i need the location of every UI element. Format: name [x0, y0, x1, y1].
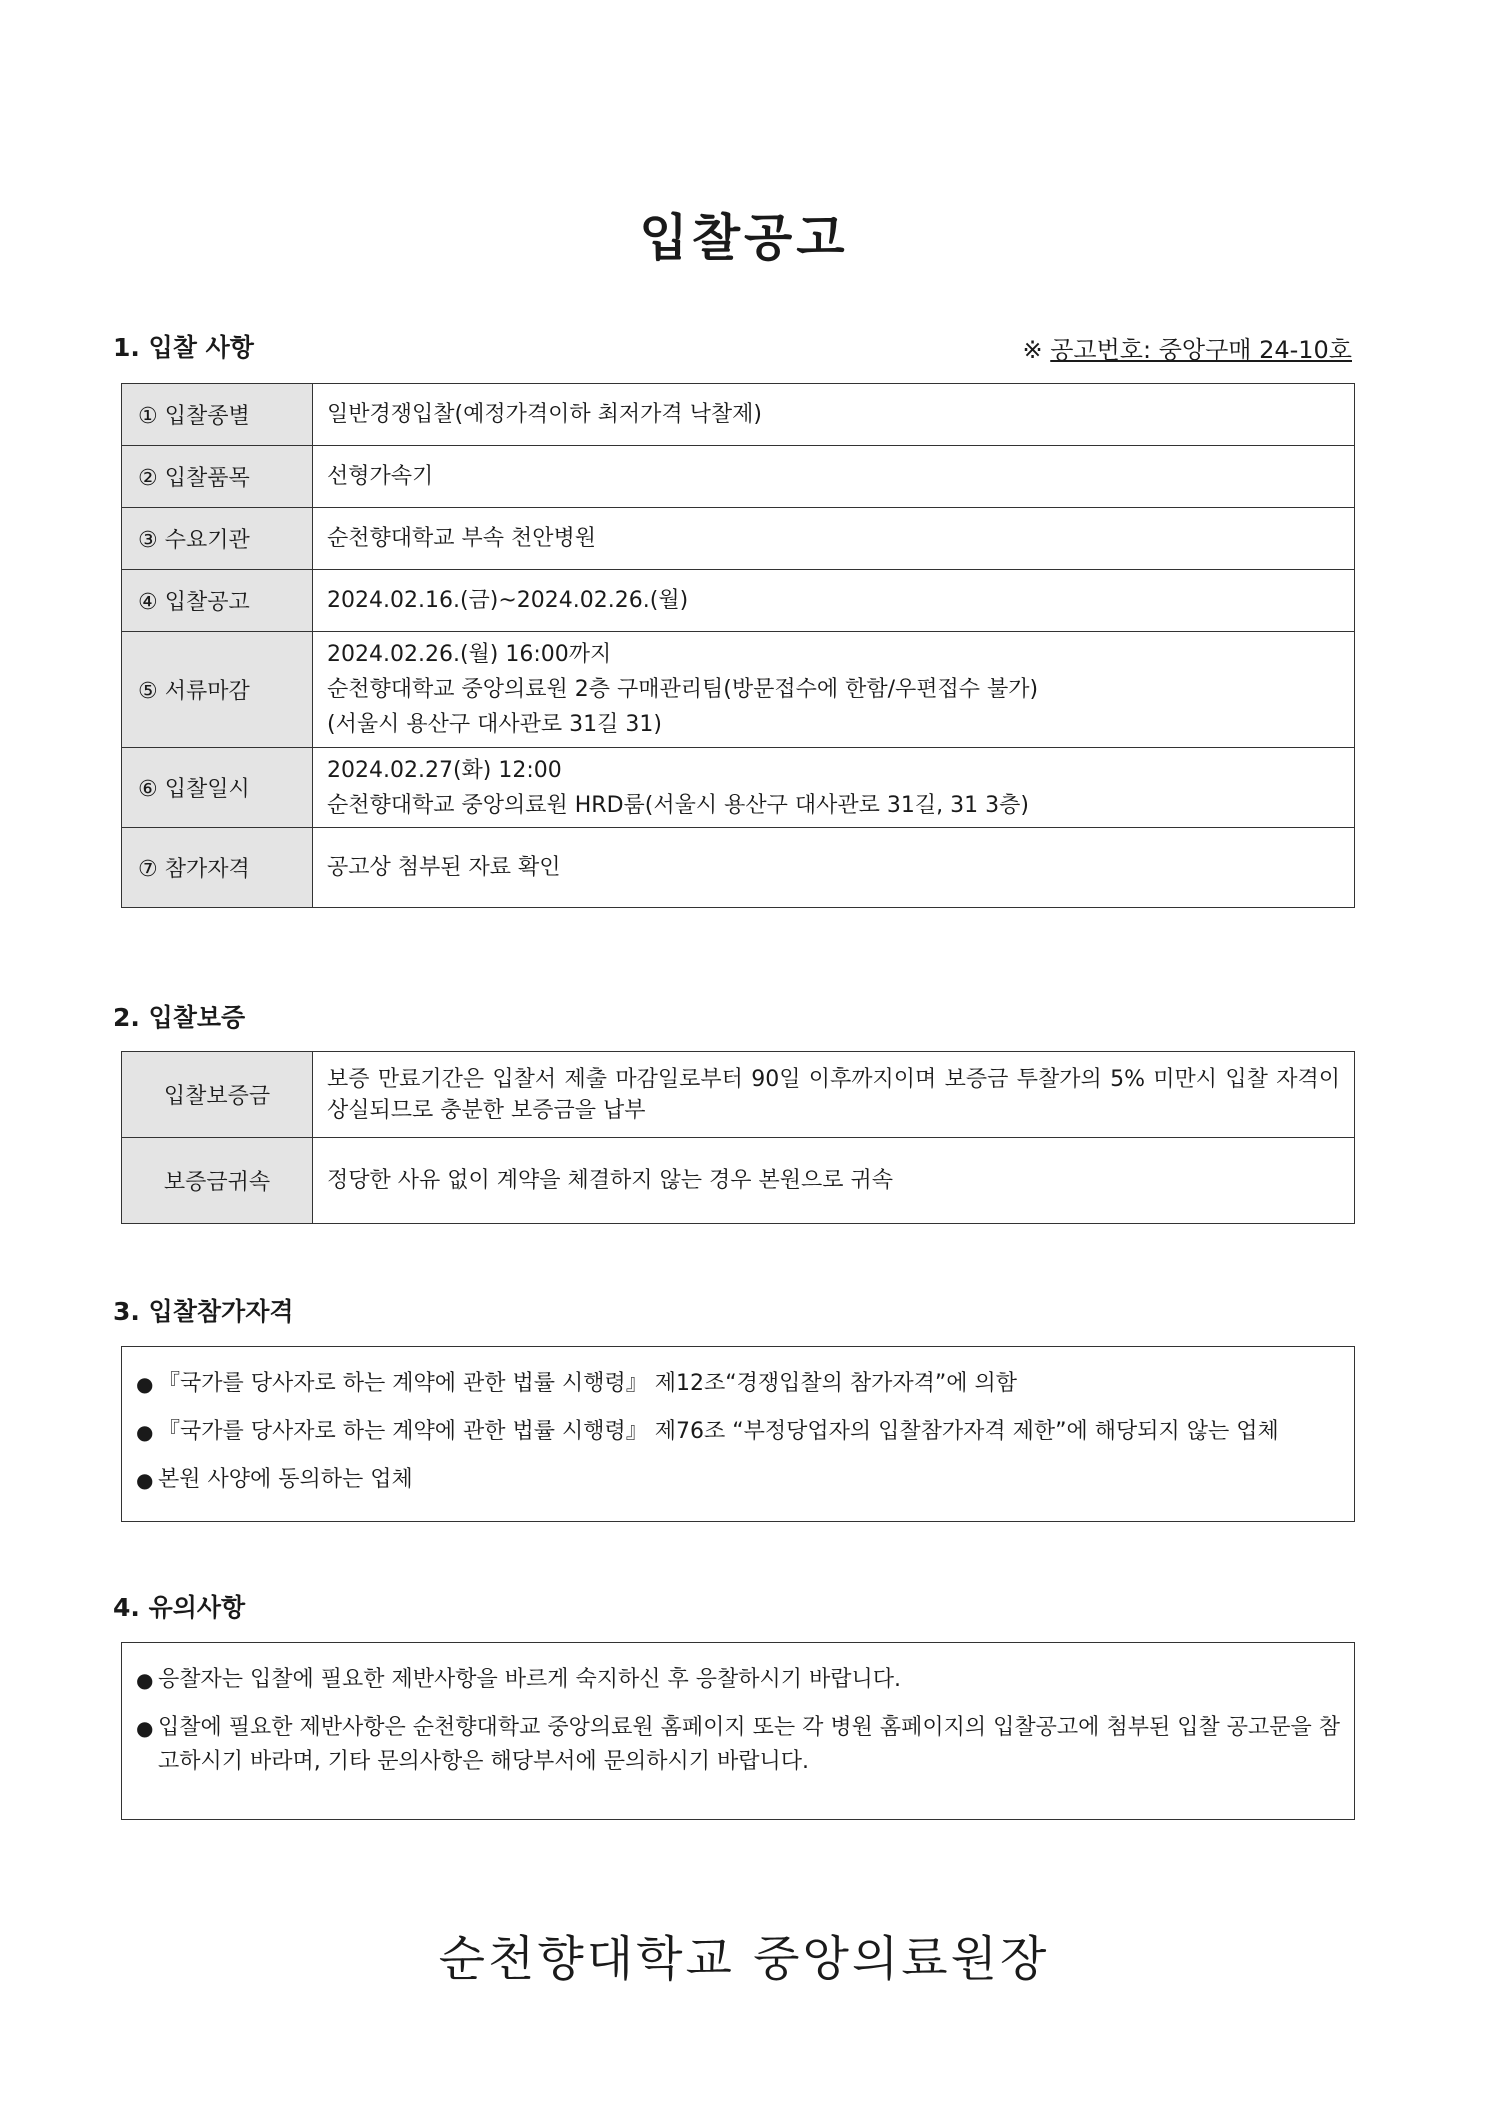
value-line: 일반경쟁입찰(예정가격이하 최저가격 낙찰제)	[327, 402, 762, 427]
row-value	[313, 828, 1355, 908]
row-label: 입찰보증금	[122, 1052, 313, 1138]
bullet-icon: ●	[136, 1468, 154, 1492]
list-item-text: 『국가를 당사자로 하는 계약에 관한 법률 시행령』 제76조 “부정당업자의 입찰참가자격 제한”에 해당되지 않는 업체	[158, 1419, 1279, 1444]
row-value: 정당한 사유 없이 계약을 체결하지 않는 경우 본원으로 귀속	[313, 1138, 1355, 1224]
row-label: ④ 입찰공고	[122, 570, 313, 632]
bullet-icon: ●	[136, 1668, 154, 1692]
list-item-text: 입찰에 필요한 제반사항은 순천향대학교 중앙의료원 홈페이지 또는 각 병원 홈페이지의 입찰공고에 첨부된 입찰 공고문을 참고하시기 바라며, 기타 문의사항은 해당부서에 문의하시기 바랍니다.	[158, 1715, 1340, 1774]
row-label: ⑥ 입찰일시	[122, 748, 313, 828]
notice-mark: ※	[1022, 336, 1051, 364]
row-label: ⑦ 참가자격	[122, 828, 313, 908]
bid-details-table	[121, 383, 1355, 908]
table-row	[122, 828, 1355, 908]
table-row	[122, 748, 1355, 828]
list-item	[136, 1711, 1340, 1779]
value-line: (서울시 용산구 대사관로 31길 31)	[327, 712, 662, 737]
list-item	[136, 1367, 1340, 1401]
row-label: 보증금귀속	[122, 1138, 313, 1224]
table-row	[122, 570, 1355, 632]
section-heading-eligibility: 3. 입찰참가자격	[113, 1297, 294, 1326]
value-line: 순천향대학교 중앙의료원 2층 구매관리팀(방문접수에 한함/우편접수 불가)	[327, 677, 1039, 702]
value-line: 2024.02.26.(월) 16:00까지	[327, 642, 612, 667]
bullet-icon: ●	[136, 1372, 154, 1396]
row-value	[313, 570, 1355, 632]
row-value	[313, 748, 1355, 828]
row-value: 보증 만료기간은 입찰서 제출 마감일로부터 90일 이후까지이며 보증금 투찰가의 5% 미만시 입찰 자격이 상실되므로 충분한 보증금을 납부	[313, 1052, 1355, 1138]
list-item	[136, 1463, 1340, 1497]
bullet-icon: ●	[136, 1716, 154, 1740]
page-title: 입찰공고	[639, 209, 849, 267]
table-row	[122, 1052, 1355, 1138]
list-item-text: 본원 사양에 동의하는 업체	[158, 1467, 413, 1492]
value-line: 2024.02.16.(금)~2024.02.26.(월)	[327, 588, 689, 613]
notice-number	[1023, 330, 1353, 365]
row-label: ② 입찰품목	[122, 446, 313, 508]
value-line: 순천향대학교 부속 천안병원	[327, 526, 597, 551]
section-heading-precautions: 4. 유의사항	[113, 1593, 246, 1622]
row-label: ⑤ 서류마감	[122, 632, 313, 748]
value-line: 선형가속기	[327, 464, 434, 489]
table-row	[122, 446, 1355, 508]
notice-number-text: 공고번호: 중앙구매 24-10호	[1050, 336, 1352, 364]
row-value	[313, 632, 1355, 748]
bullet-icon: ●	[136, 1420, 154, 1444]
bid-guarantee-table	[121, 1051, 1355, 1224]
section-heading-bid-details: 1. 입찰 사항	[113, 333, 254, 362]
row-value	[313, 446, 1355, 508]
row-value	[313, 508, 1355, 570]
precautions-box	[121, 1642, 1355, 1820]
eligibility-list	[136, 1367, 1340, 1497]
eligibility-box	[121, 1346, 1355, 1522]
table-row	[122, 632, 1355, 748]
list-item-text: 『국가를 당사자로 하는 계약에 관한 법률 시행령』 제12조“경쟁입찰의 참가자격”에 의함	[158, 1371, 1018, 1396]
value-line: 2024.02.27(화) 12:00	[327, 757, 562, 783]
value-line: 순천향대학교 중앙의료원 HRD룸(서울시 용산구 대사관로 31길, 31 3층)	[327, 792, 1029, 818]
table-row	[122, 384, 1355, 446]
value-line: 공고상 첨부된 자료 확인	[327, 855, 561, 880]
precautions-list	[136, 1663, 1340, 1779]
table-row	[122, 1138, 1355, 1224]
table-row	[122, 508, 1355, 570]
row-label: ③ 수요기관	[122, 508, 313, 570]
list-item	[136, 1415, 1340, 1449]
section-heading-bid-guarantee: 2. 입찰보증	[113, 1003, 246, 1032]
list-item	[136, 1663, 1340, 1697]
issuer-signature: 순천향대학교 중앙의료원장	[438, 1931, 1050, 1987]
list-item-text: 응찰자는 입찰에 필요한 제반사항을 바르게 숙지하신 후 응찰하시기 바랍니다.	[158, 1667, 902, 1692]
row-label: ① 입찰종별	[122, 384, 313, 446]
row-value	[313, 384, 1355, 446]
